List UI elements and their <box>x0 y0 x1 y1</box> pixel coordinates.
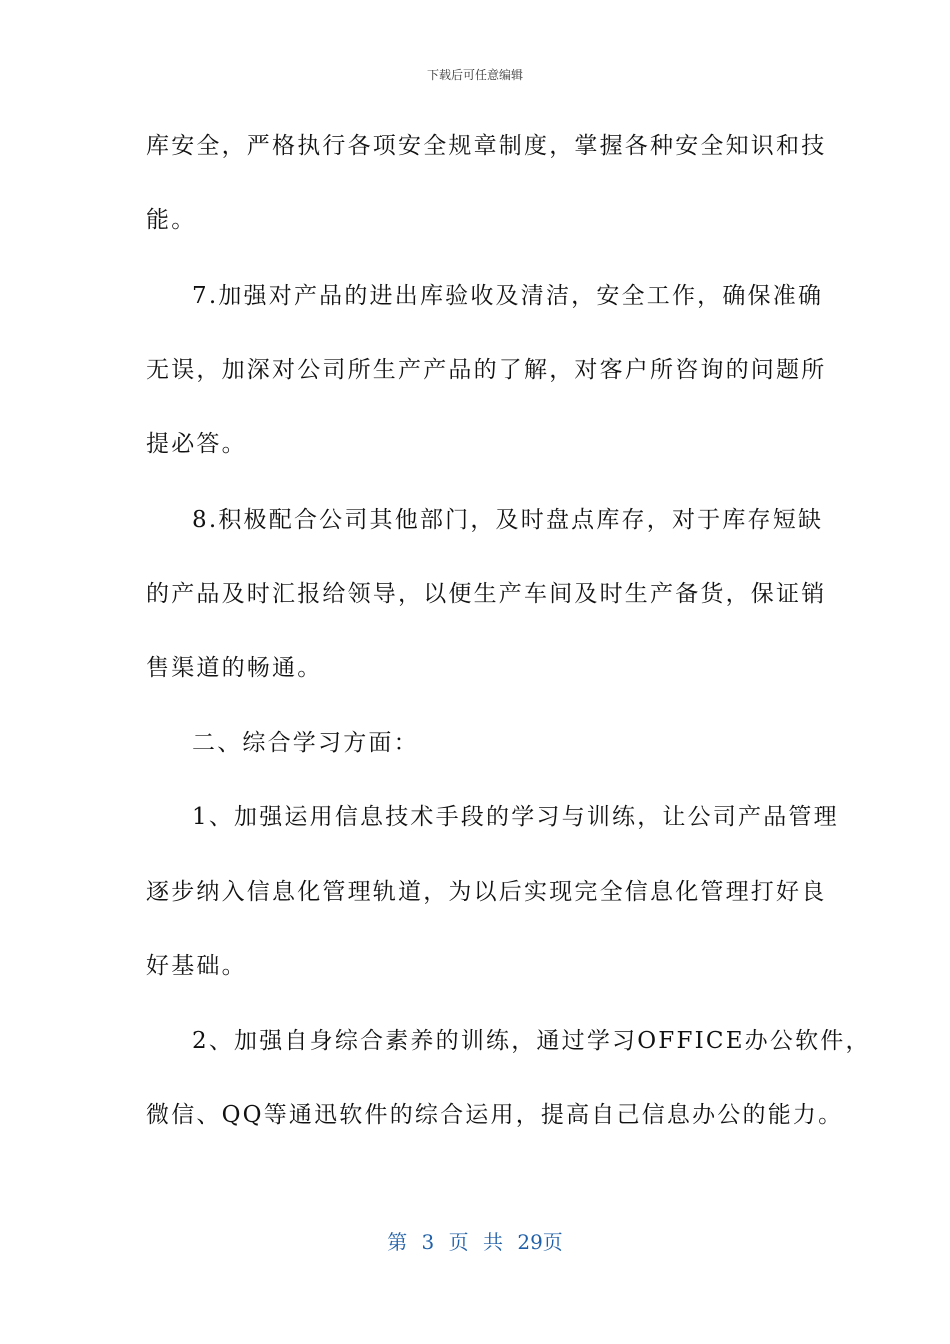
body-line: 微信、QQ等通迅软件的综合运用，提高自己信息办公的能力。 <box>146 1102 844 1128</box>
body-line: 无误，加深对公司所生产产品的了解，对客户所咨询的问题所 <box>146 357 827 383</box>
page-header-note: 下载后可任意编辑 <box>426 68 523 82</box>
body-line: 1、加强运用信息技术手段的学习与训练，让公司产品管理 <box>192 804 839 830</box>
body-line: 库安全，严格执行各项安全规章制度，掌握各种安全知识和技 <box>146 133 827 159</box>
page-number: 第 3 页 共 29页 <box>387 1230 563 1254</box>
body-line: 售渠道的畅通。 <box>146 655 323 681</box>
body-line: 提必答。 <box>146 431 247 457</box>
body-line: 的产品及时汇报给领导，以便生产车间及时生产备货，保证销 <box>146 581 827 607</box>
body-line: 8.积极配合公司其他部门，及时盘点库存，对于库存短缺 <box>192 507 824 533</box>
body-line: 逐步纳入信息化管理轨道，为以后实现完全信息化管理打好良 <box>146 879 827 905</box>
body-line: 2、加强自身综合素养的训练，通过学习OFFICE办公软件， <box>192 1028 871 1054</box>
body-line: 7.加强对产品的进出库验收及清洁，安全工作，确保准确 <box>192 283 824 309</box>
body-line: 好基础。 <box>146 953 247 979</box>
section-heading: 二、综合学习方面： <box>192 730 419 756</box>
body-line: 能。 <box>146 207 197 233</box>
